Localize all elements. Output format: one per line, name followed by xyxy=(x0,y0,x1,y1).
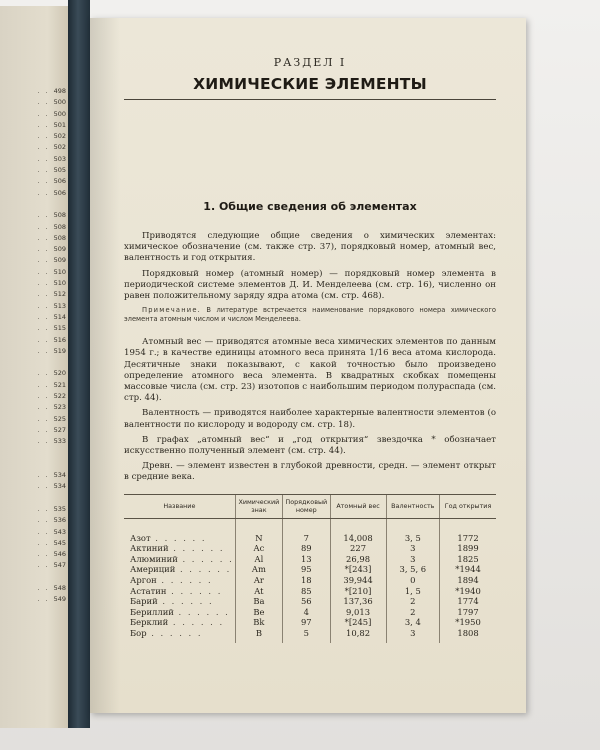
cell-valence: 1, 5 xyxy=(386,586,440,597)
table-spacer xyxy=(124,518,496,533)
cell-weight: 26,98 xyxy=(330,554,386,565)
cell-number: 56 xyxy=(283,596,331,607)
cell-valence: 3 xyxy=(386,543,440,554)
previous-page-number: . . 500 xyxy=(37,109,66,118)
title-rule xyxy=(124,99,496,100)
cell-number: 18 xyxy=(283,575,331,586)
cell-number: 95 xyxy=(283,564,331,575)
table-row xyxy=(124,586,496,597)
previous-page-number: . . 508 xyxy=(37,222,66,231)
cell-name: Азот . . . . . . xyxy=(130,532,207,543)
previous-page-number: . . 533 xyxy=(37,437,66,446)
elements-table-body xyxy=(124,518,496,642)
cell-name: Америций . . . . . . xyxy=(130,564,232,575)
previous-page-number: . . 516 xyxy=(37,335,66,344)
cell-number: 13 xyxy=(283,554,331,565)
cell-number: 7 xyxy=(283,533,331,544)
previous-page-number: . . 535 xyxy=(37,504,66,513)
cell-weight: 10,82 xyxy=(330,628,386,639)
paragraph-atomic-number: Порядковый номер (атомный номер) — порядковый номер элемента в периодической системе элементов Д. И. Менделеева (см. стр. 16), численно он равен положительному заряду ядра атома (см. стр. 468). xyxy=(124,268,496,302)
table-row xyxy=(124,575,496,586)
table-row xyxy=(124,628,496,639)
table-spacer xyxy=(124,639,496,643)
previous-page-number: . . 543 xyxy=(37,527,66,536)
previous-page-number: . . 548 xyxy=(37,584,66,593)
previous-page-number: . . 512 xyxy=(37,290,66,299)
cell-valence: 3, 5, 6 xyxy=(386,564,440,575)
cell-symbol: Be xyxy=(235,607,282,618)
table-row xyxy=(124,596,496,607)
previous-page-number: . . 506 xyxy=(37,177,66,186)
book-spine xyxy=(68,0,90,728)
cell-year: 1772 xyxy=(440,533,496,544)
previous-page-number: . . 508 xyxy=(37,233,66,242)
table-row xyxy=(124,543,496,554)
previous-page-number: . . 527 xyxy=(37,425,66,434)
previous-page-number: . . 502 xyxy=(37,132,66,141)
previous-page-number: . . 545 xyxy=(37,538,66,547)
table-row xyxy=(124,533,496,544)
previous-page-number: . . 534 xyxy=(37,471,66,480)
previous-page-number: . . 519 xyxy=(37,346,66,355)
previous-page-number: . . 522 xyxy=(37,392,66,401)
cell-name: Бериллий . . . . . . xyxy=(130,606,230,617)
previous-page-number: . . 547 xyxy=(37,561,66,570)
previous-page-number xyxy=(22,572,66,583)
previous-page-number: . . 510 xyxy=(37,279,66,288)
cell-year: *1944 xyxy=(440,564,496,575)
cell-weight: *[245] xyxy=(330,617,386,628)
previous-page-numbers xyxy=(22,86,66,606)
cell-valence: 3 xyxy=(386,628,440,639)
table-header-row xyxy=(124,494,496,518)
table-row xyxy=(124,564,496,575)
previous-page-number: . . 546 xyxy=(37,550,66,559)
previous-page-number xyxy=(22,448,66,459)
header-weight: Атомный вес xyxy=(330,494,386,518)
previous-page-number: . . 509 xyxy=(37,245,66,254)
cell-name: Астатин . . . . . . xyxy=(130,585,223,596)
previous-page-number: . . 508 xyxy=(37,211,66,220)
previous-page-number: . . 534 xyxy=(37,482,66,491)
cell-name: Бор . . . . . . xyxy=(130,628,203,638)
cell-name: Берклий . . . . . . xyxy=(130,617,225,628)
previous-page-number: . . 498 xyxy=(37,87,66,95)
section-label: РАЗДЕЛ I xyxy=(273,56,347,69)
cell-weight: 9,013 xyxy=(330,607,386,618)
table-row xyxy=(124,554,496,565)
cell-weight: 14,008 xyxy=(330,533,386,544)
paragraph-asterisk: В графах „атомный вес“ и „год открытия“ звездочка * обозначает искусственно полученный элемент (см. стр. 44). xyxy=(124,434,496,457)
note-label: Примечание. xyxy=(142,306,201,315)
paragraph-intro: Приводятся следующие общие сведения о химических элементах: химическое обозначение (см. также стр. 37), порядковый номер, атомный вес, валентность и год открытия. xyxy=(124,231,496,264)
note-paragraph xyxy=(124,306,496,324)
cell-name: Барий . . . . . . xyxy=(130,596,214,607)
cell-valence: 2 xyxy=(386,596,440,607)
header-number: Порядковый номер xyxy=(283,494,331,518)
header-symbol: Химический знак xyxy=(235,494,282,518)
cell-symbol: N xyxy=(235,533,282,544)
cell-year: *1940 xyxy=(440,586,496,597)
previous-page-number: . . 506 xyxy=(37,188,66,197)
cell-number: 5 xyxy=(283,628,331,639)
previous-page-number: . . 514 xyxy=(37,312,66,321)
previous-page-number: . . 502 xyxy=(37,143,66,152)
previous-page-edge xyxy=(0,6,68,728)
previous-page-number: . . 501 xyxy=(37,120,66,129)
cell-year: 1894 xyxy=(440,575,496,586)
cell-symbol: Al xyxy=(235,554,282,565)
cell-symbol: Ba xyxy=(235,596,282,607)
previous-page-number: . . 523 xyxy=(37,403,66,412)
chapter-title: ХИМИЧЕСКИЕ ЭЛЕМЕНТЫ xyxy=(193,75,427,93)
previous-page-number: . . 536 xyxy=(37,516,66,525)
cell-year: 1797 xyxy=(440,607,496,618)
previous-page-number: . . 509 xyxy=(37,256,66,265)
previous-page-number: . . 503 xyxy=(37,154,66,163)
previous-page-number: . . 521 xyxy=(37,380,66,389)
cell-year: 1774 xyxy=(440,596,496,607)
header-name: Название xyxy=(124,494,235,518)
cell-year: *1950 xyxy=(440,617,496,628)
cell-weight: *[210] xyxy=(330,586,386,597)
subsection-title: 1. Общие сведения об элементах xyxy=(203,200,417,213)
paragraph-atomic-weight: Атомный вес — приводятся атомные веса химических элементов по данным 1954 г.; в качестве единицы атомного веса принята 1/16 веса атома кислорода. Десятичные знаки показывают, с какой точностью было произведено определение атомного веса элемента. В квадратных скобках помещены массовые числа (см. стр. 23) изотопов с наибольшим периодом полураспада (см. стр. 44). xyxy=(124,337,496,404)
header-year: Год открытия xyxy=(440,494,496,518)
previous-page-number: . . 513 xyxy=(37,301,66,310)
cell-number: 85 xyxy=(283,586,331,597)
paragraph-valence: Валентность — приводятся наиболее характерные валентности элементов (о валентности по кислороду и водороду см. стр. 18). xyxy=(124,408,496,430)
cell-valence: 2 xyxy=(386,607,440,618)
table-row xyxy=(124,617,496,628)
previous-page-number: . . 549 xyxy=(37,595,66,604)
previous-page-number: . . 500 xyxy=(37,98,66,107)
cell-valence: 3, 4 xyxy=(386,617,440,628)
previous-page-number: . . 505 xyxy=(37,166,66,175)
note-text: В литературе встречается наименование порядкового номера химического элемента атомным числом и числом Менделеева. xyxy=(124,306,496,324)
cell-symbol: Ac xyxy=(235,543,282,554)
cell-weight: 137,36 xyxy=(330,596,386,607)
table-row xyxy=(124,607,496,618)
cell-year: 1808 xyxy=(440,628,496,639)
book-page xyxy=(90,18,526,713)
cell-name: Аргон . . . . . . xyxy=(130,575,213,586)
page-content xyxy=(124,56,496,643)
previous-page-number xyxy=(22,459,66,470)
previous-page-number: . . 515 xyxy=(37,324,66,333)
cell-year: 1899 xyxy=(440,543,496,554)
gutter-shadow xyxy=(90,18,120,713)
cell-weight: *[243] xyxy=(330,564,386,575)
elements-table xyxy=(124,494,496,643)
cell-valence: 0 xyxy=(386,575,440,586)
paragraph-ancient: Древн. — элемент известен в глубокой древности, средн. — элемент открыт в средние века. xyxy=(124,461,496,483)
previous-page-number xyxy=(22,199,66,210)
cell-number: 89 xyxy=(283,543,331,554)
previous-page-number xyxy=(22,357,66,368)
previous-page-number: . . 525 xyxy=(37,414,66,423)
cell-valence: 3 xyxy=(386,554,440,565)
cell-year: 1825 xyxy=(440,554,496,565)
cell-name: Алюминий . . . . . . xyxy=(130,553,234,564)
cell-symbol: B xyxy=(235,628,282,639)
cell-symbol: At xyxy=(235,586,282,597)
cell-symbol: Am xyxy=(235,564,282,575)
cell-weight: 227 xyxy=(330,543,386,554)
cell-name: Актиний . . . . . . xyxy=(130,543,225,554)
cell-valence: 3, 5 xyxy=(386,533,440,544)
previous-page-number: . . 510 xyxy=(37,267,66,276)
previous-page-number: . . 520 xyxy=(37,369,66,378)
cell-symbol: Ar xyxy=(235,575,282,586)
cell-number: 4 xyxy=(283,607,331,618)
header-valence: Валентность xyxy=(386,494,440,518)
previous-page-number xyxy=(22,493,66,504)
cell-weight: 39,944 xyxy=(330,575,386,586)
cell-number: 97 xyxy=(283,617,331,628)
cell-symbol: Bk xyxy=(235,617,282,628)
